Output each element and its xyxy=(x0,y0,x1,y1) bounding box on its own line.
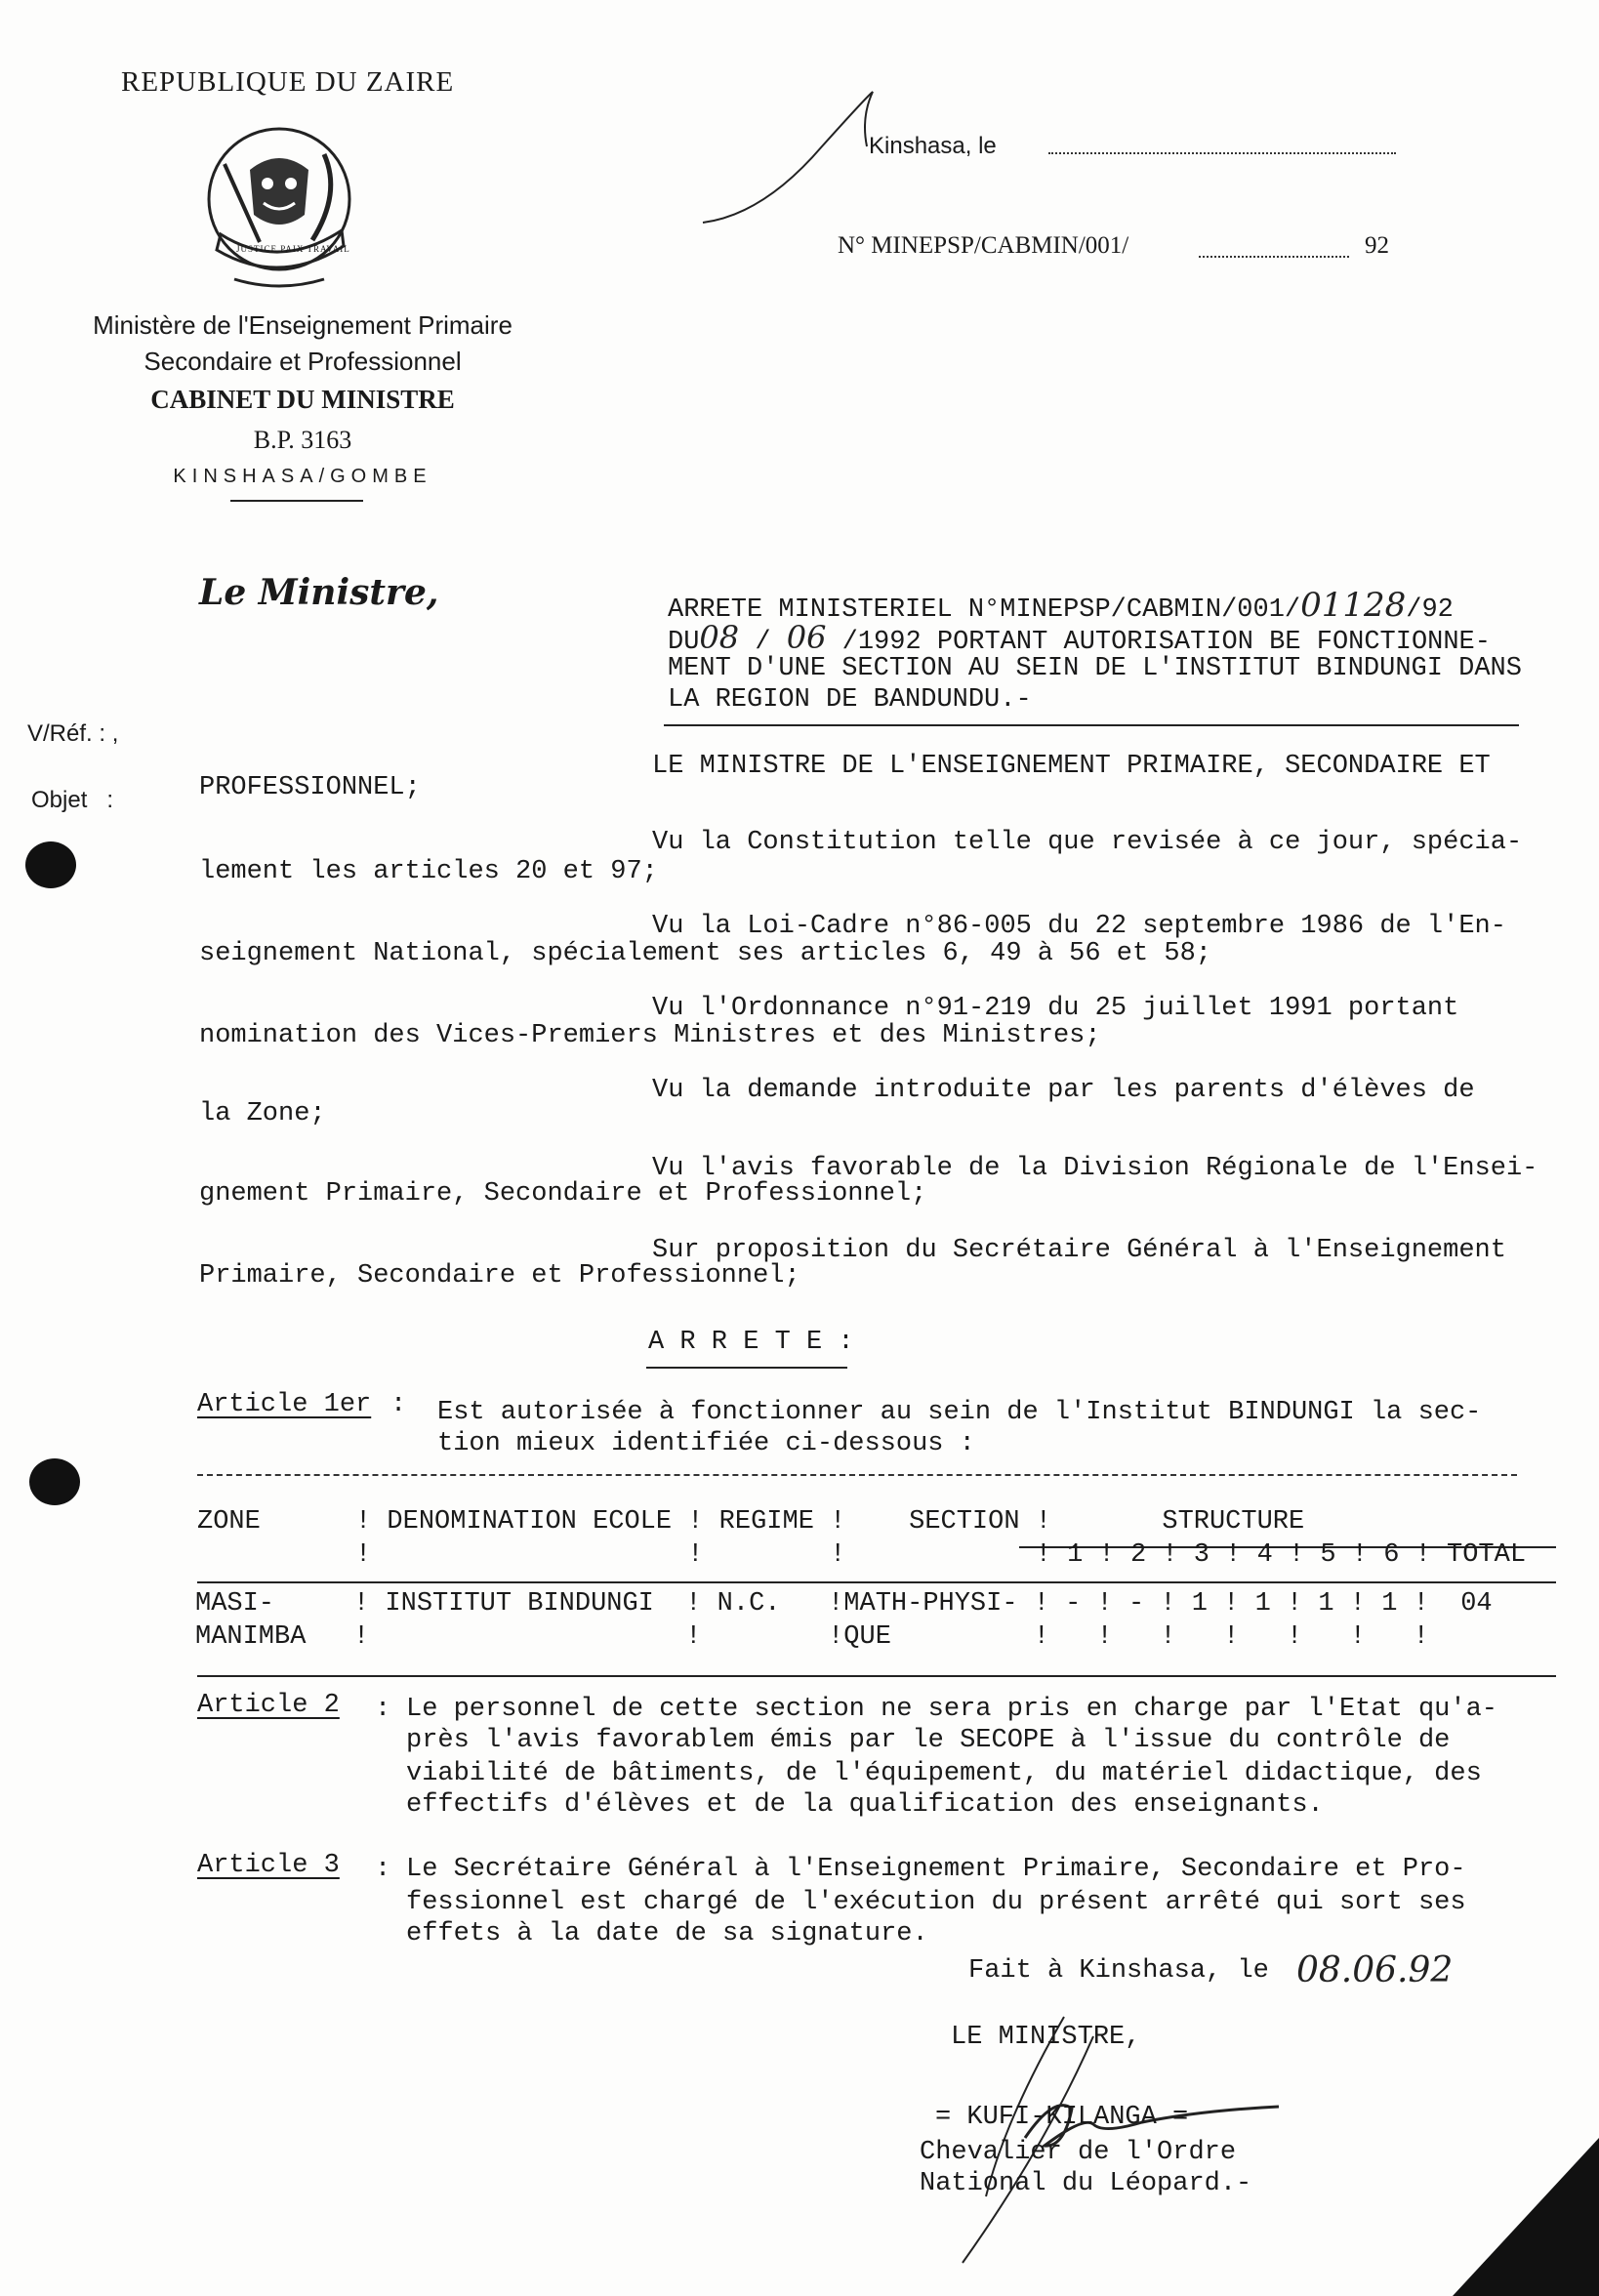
vu-demande-line-1: Vu la demande introduite par les parents d'élèves de xyxy=(652,1076,1475,1105)
article-3-label: Article 3 xyxy=(197,1851,340,1880)
title-line-2-prefix: DU xyxy=(668,628,700,657)
city-underline xyxy=(230,500,363,502)
table-header-row-2: ! ! ! ! 1 ! 2 ! 3 ! 4 ! 5 ! 6 ! TOTAL xyxy=(197,1540,1527,1570)
vu-avis-line-2: gnement Primaire, Secondaire et Professionnel; xyxy=(199,1179,927,1209)
ministry-line-2: Secondaire et Professionnel xyxy=(144,347,462,376)
article-1-text-line-2: tion mieux identifiée ci-dessous : xyxy=(437,1429,975,1458)
title-line-2 xyxy=(668,619,1491,657)
article-3-colon: : xyxy=(375,1855,391,1884)
place-date-label: Kinshasa, le xyxy=(869,133,997,159)
vu-ordonnance-line-1: Vu l'Ordonnance n°91-219 du 25 juillet 1991 portant xyxy=(652,994,1459,1023)
handwritten-month: 06 xyxy=(786,619,827,656)
cabinet-title: CABINET DU MINISTRE xyxy=(150,385,455,414)
pen-stroke-icon xyxy=(695,88,900,234)
article-1-colon: : xyxy=(390,1390,407,1419)
date-blank-line xyxy=(1048,152,1396,154)
article-2-text-line-4: effectifs d'élèves et de la qualification des enseignants. xyxy=(406,1790,1324,1820)
postal-box: B.P. 3163 xyxy=(253,426,352,454)
title-line-3: MENT D'UNE SECTION AU SEIN DE L'INSTITUT BINDUNGI DANS xyxy=(668,654,1522,683)
article-2-text-line-1: Le personnel de cette section ne sera pris en charge par l'Etat qu'a- xyxy=(406,1695,1497,1724)
punch-hole-bottom xyxy=(29,1458,80,1505)
article-3-text-line-1: Le Secrétaire Général à l'Enseignement Primaire, Secondaire et Pro- xyxy=(406,1855,1466,1884)
reference-number-label: N° MINEPSP/CABMIN/001/ xyxy=(838,232,1129,259)
article-3-text-line-3: effets à la date de sa signature. xyxy=(406,1919,928,1948)
objet-label: Objet : xyxy=(31,787,114,813)
title-line-1-prefix: ARRETE MINISTERIEL N°MINEPSP/CABMIN/001/ xyxy=(668,595,1301,625)
table-header-row-1: ZONE ! DENOMINATION ECOLE ! REGIME ! SECTION ! STRUCTURE xyxy=(197,1507,1305,1537)
minister-heading: Le Ministre, xyxy=(199,572,439,613)
vu-loi-cadre-line-1: Vu la Loi-Cadre n°86-005 du 22 septembre 1986 de l'En- xyxy=(652,912,1506,941)
reference-blank-line xyxy=(1199,256,1349,258)
scan-corner-shadow-icon xyxy=(1453,2138,1599,2296)
ministry-line-1: Ministère de l'Enseignement Primaire xyxy=(93,310,512,340)
handwritten-day: 08 xyxy=(699,619,740,656)
table-header-rule xyxy=(197,1581,1556,1583)
vu-demande-line-2: la Zone; xyxy=(199,1099,326,1128)
vu-loi-cadre-line-2: seignement National, spécialement ses articles 6, 49 à 56 et 58; xyxy=(199,939,1211,968)
fait-a-label: Fait à Kinshasa, le xyxy=(968,1956,1269,1986)
minister-name: = KUFI-KILANGA = xyxy=(935,2103,1189,2132)
punch-hole-top xyxy=(25,841,76,888)
preamble-minister-line-2: PROFESSIONNEL; xyxy=(199,773,421,802)
city-line: KINSHASA/GOMBE xyxy=(173,466,432,487)
arrete-heading: A R R E T E : xyxy=(648,1328,854,1357)
date-separator: / xyxy=(755,628,771,657)
emblem-motto: JUSTICE PAIX TRAVAIL xyxy=(236,244,350,254)
article-2-colon: : xyxy=(375,1695,391,1724)
handwritten-decree-number: 01128 xyxy=(1300,586,1407,625)
table-data-row-2: MANIMBA ! ! !QUE ! ! ! ! ! ! ! xyxy=(195,1622,1429,1652)
closing-minister: LE MINISTRE, xyxy=(951,2023,1141,2052)
article-2-text-line-2: près l'avis favorablem émis par le SECOPE à l'issue du contrôle de xyxy=(406,1726,1451,1755)
title-rule xyxy=(664,724,1519,726)
national-emblem-icon xyxy=(195,125,363,289)
table-data-row-1: MASI- ! INSTITUT BINDUNGI ! N.C. !MATH-PHYSI- ! - ! - ! 1 ! 1 ! 1 ! 1 ! 04 xyxy=(195,1589,1493,1619)
vu-avis-line-1: Vu l'avis favorable de la Division Régionale de l'Ensei- xyxy=(652,1154,1538,1183)
vu-constitution-line-1: Vu la Constitution telle que revisée à ce jour, spécia- xyxy=(652,828,1523,857)
honor-line-1: Chevalier de l'Ordre xyxy=(920,2138,1237,2167)
vu-ordonnance-line-2: nomination des Vices-Premiers Ministres et des Ministres; xyxy=(199,1021,1101,1050)
republic-title: REPUBLIQUE DU ZAIRE xyxy=(121,66,455,98)
article-1-label: Article 1er xyxy=(197,1390,372,1419)
title-line-2-suffix: /1992 PORTANT AUTORISATION BE FONCTIONNE- xyxy=(841,628,1491,657)
vu-constitution-line-2: lement les articles 20 et 97; xyxy=(199,857,658,886)
handwritten-signing-date: 08.06.92 xyxy=(1296,1950,1454,1990)
table-top-dashed-rule xyxy=(197,1474,1517,1476)
title-line-1-suffix: /92 xyxy=(1406,595,1454,625)
reference-year: 92 xyxy=(1365,232,1389,259)
title-line-4: LA REGION DE BANDUNDU.- xyxy=(668,685,1032,715)
sur-proposition-line-2: Primaire, Secondaire et Professionnel; xyxy=(199,1261,800,1291)
sur-proposition-line-1: Sur proposition du Secrétaire Général à l'Enseignement xyxy=(652,1236,1506,1265)
article-2-label: Article 2 xyxy=(197,1691,340,1720)
honor-line-2: National du Léopard.- xyxy=(920,2169,1252,2198)
vref-label: V/Réf. : , xyxy=(27,720,119,747)
article-3-text-line-2: fessionnel est chargé de l'exécution du présent arrêté qui sort ses xyxy=(406,1888,1466,1917)
article-2-text-line-3: viabilité de bâtiments, de l'équipement, du matériel didactique, des xyxy=(406,1759,1482,1788)
table-bottom-rule xyxy=(197,1675,1556,1677)
article-1-text-line-1: Est autorisée à fonctionner au sein de l'Institut BINDUNGI la sec- xyxy=(437,1398,1482,1427)
preamble-minister-line-1: LE MINISTRE DE L'ENSEIGNEMENT PRIMAIRE, SECONDAIRE ET xyxy=(652,752,1491,781)
arrete-underline xyxy=(646,1367,847,1369)
